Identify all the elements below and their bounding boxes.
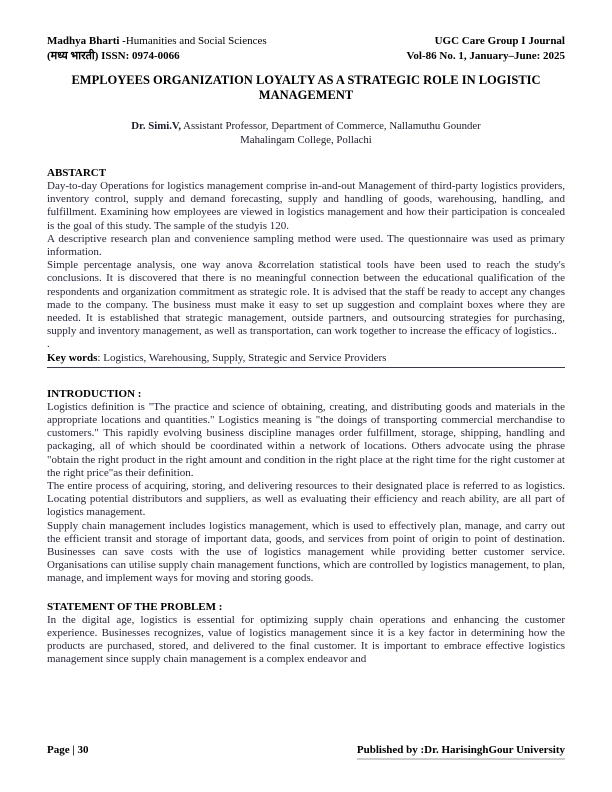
problem-statement-paragraph-1: In the digital age, logistics is essential for optimizing supply chain operations and enhancing the customer experience. Businesses recognizes, value of logistics management since it is a key factor in determining how the products are purchased, stored, and delivered to the final customer. It is important to embrace effective logistics management since supply chain management is a complex endeavor and: [47, 613, 565, 666]
journal-group: UGC Care Group I Journal: [434, 35, 565, 47]
abstract-paragraph-3: Simple percentage analysis, one way anova &correlation statistical tools have been used to reach the study's conclusions. It is discovered that there is no meaningful connection between the educational qualification of the respondents and organization commitment as strategic role. It is advised that the staff be ready to accept any changes made to the company. The business must make it easy to set up suggestion and complaint boxes where they are needed. It is established that strategic management, outside partners, and outsourcing strategies for purchasing, supply and inventory management, as well as transportation, can work together to increase the efficacy of logistics..: [47, 259, 565, 338]
author-line-1: [47, 120, 565, 134]
journal-name: Madhya Bharti -: [47, 35, 126, 47]
journal-volume: Vol-86 No. 1, January–June: 2025: [406, 50, 565, 62]
section-introduction: [47, 387, 565, 586]
author-block: [47, 120, 565, 147]
section-abstract: [47, 166, 565, 368]
journal-header-right: [407, 34, 566, 64]
journal-subtitle: Humanities and Social Sciences: [125, 35, 267, 47]
publisher-credit: Published by :Dr. HarisinghGour University: [357, 743, 565, 760]
article-title: EMPLOYEES ORGANIZATION LOYALTY AS A STRATEGIC ROLE IN LOGISTIC MANAGEMENT: [71, 73, 541, 102]
introduction-heading: INTRODUCTION :: [47, 387, 142, 400]
journal-header-left: [47, 34, 267, 64]
abstract-heading: ABSTARCT: [47, 167, 107, 179]
author-affiliation: Assistant Professor, Department of Commerce, Nallamuthu Gounder: [181, 120, 481, 132]
keywords-text: : Logistics, Warehousing, Supply, Strategic and Service Providers: [97, 351, 387, 364]
abstract-paragraph-2: A descriptive research plan and convenience sampling method were used. The questionnaire was used as primary information.: [47, 232, 565, 259]
stray-dot-line: .: [47, 338, 50, 351]
abstract-paragraph-1: Day-to-day Operations for logistics management comprise in-and-out Management of third-party logistics providers, inventory control, supply and demand forecasting, supply and handling of goods, warehousing, handling, and fulfillment. Examining how employees are viewed in logistics management and how their participation is concealed is the goal of this study. The sample of the studyis 120.: [47, 180, 565, 232]
section-problem-statement: [47, 600, 565, 667]
author-name: Dr. Simi.V,: [131, 120, 182, 132]
journal-header: [47, 34, 565, 64]
journal-name-line: [47, 34, 267, 49]
keywords-label: Key words: [47, 351, 98, 364]
introduction-paragraph-3: Supply chain management includes logistics management, which is used to effectively plan, manage, and carry out the efficient transit and storage of important data, goods, and services from point of origin to point of destination. Businesses can save costs with the use of logistics management while providing better customer service. Organisations can utilise supply chain management functions, which are controlled by logistics management, to plan, manage, and implement ways for moving and storing goods.: [47, 519, 565, 585]
introduction-paragraph-2: The entire process of acquiring, storing, and delivering resources to their designated place is referred to as logistics. Locating potential distributors and suppliers, as well as evaluating their efficiency and reach ability, are all part of logistics management.: [47, 480, 565, 519]
problem-statement-heading: STATEMENT OF THE PROBLEM :: [47, 600, 223, 613]
journal-issn: (मध्य भारती) ISSN: 0974-0066: [47, 50, 180, 62]
author-line-2: Mahalingam College, Pollachi: [240, 133, 372, 146]
keywords-line: [47, 352, 565, 368]
introduction-paragraph-1: Logistics definition is "The practice and science of obtaining, creating, and distributing goods and materials in the appropriate locations and quantities." Logistics meaning is "the doings of transporting commercial merchandise to customers." This rapidly evolving business discipline manages order fulfillment, storage, shipping, handling and packaging, all of which should be coordinated within a network of locations. Others advocate using the phrase "obtain the right product in the right amount and condition in the right place at the right time for the right customer at the right price"as their definition.: [47, 400, 565, 479]
page-number: Page | 30: [47, 744, 89, 756]
page-footer: [47, 743, 565, 760]
